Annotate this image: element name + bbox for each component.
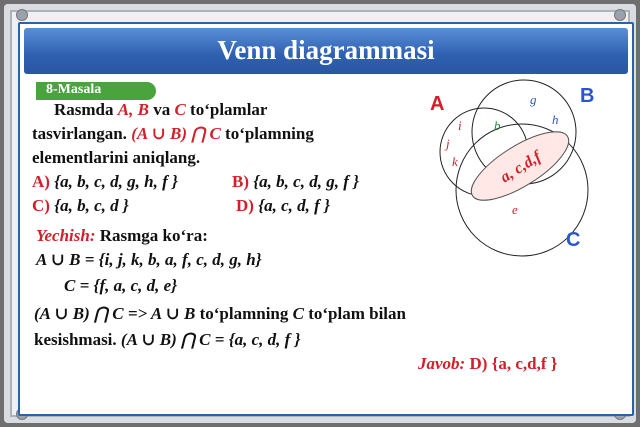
solution-text: to‘plamning [195, 304, 293, 323]
set-c-label: C [566, 229, 581, 251]
solution-text: kesishmasi. [34, 330, 121, 349]
problem-text: to‘plamlar [185, 100, 268, 119]
solution-intro: Rasmga ko‘ra: [95, 226, 208, 245]
set-a-label: A [430, 93, 445, 115]
solution-result: (A ∪ B) ⋂ C = {a, c, d, f } [120, 330, 301, 349]
venn-diagram [20, 24, 632, 414]
option-a-value: {a, b, c, d, g, h, f } [49, 172, 178, 191]
element-h: h [552, 112, 559, 127]
solution-line-1: A ∪ B = {i, j, k, b, a, f, c, d, g, h} [36, 250, 262, 269]
option-d-value: {a, c, d, f } [253, 196, 330, 215]
element-k: k [452, 154, 458, 169]
solution-expression: (A ∪ B) ⋂ C => A ∪ B [34, 304, 196, 323]
set-b-label: B [580, 85, 595, 107]
solution-line-2: C = {f, a, c, d, e} [64, 276, 178, 295]
board-pin [16, 9, 28, 21]
set-a-ref: A, [117, 100, 138, 119]
set-c-ref: C [174, 100, 186, 119]
board-pin [614, 9, 626, 21]
problem-tag-label: 8-Masala [46, 82, 102, 97]
slide-title: Venn diagrammasi [217, 35, 435, 65]
option-c-value: {a, b, c, d } [49, 196, 129, 215]
problem-text: va [148, 100, 175, 119]
element-b: b [494, 118, 501, 133]
solution-label: Yechish: [36, 226, 96, 245]
problem-text: to‘plamning [220, 124, 314, 143]
solution-text: to‘plam bilan [303, 304, 406, 323]
option-c-label: C) [32, 196, 50, 215]
set-c-ref: C [292, 304, 304, 323]
intersection-elements: a, c,d,f [497, 148, 545, 187]
whiteboard [4, 4, 636, 423]
slide-frame [18, 22, 634, 416]
problem-line-3: elementlarini aniqlang. [32, 148, 201, 167]
problem-expression: (A ∪ B) ⋂ C [131, 124, 221, 143]
element-j: j [446, 136, 450, 151]
element-e: e [512, 202, 518, 217]
answer-value: D) {a, c,d,f } [465, 354, 558, 373]
option-d-label: D) [236, 196, 254, 215]
problem-text: tasvirlangan. [32, 124, 132, 143]
option-a-label: A) [32, 172, 50, 191]
set-b-ref: B [137, 100, 149, 119]
option-b-label: B) [232, 172, 249, 191]
problem-text: Rasmda [54, 100, 118, 119]
answer-label: Javob: [418, 354, 466, 373]
element-i: i [458, 118, 462, 133]
element-g: g [530, 92, 537, 107]
option-b-value: {a, b, c, d, g, f } [249, 172, 360, 191]
